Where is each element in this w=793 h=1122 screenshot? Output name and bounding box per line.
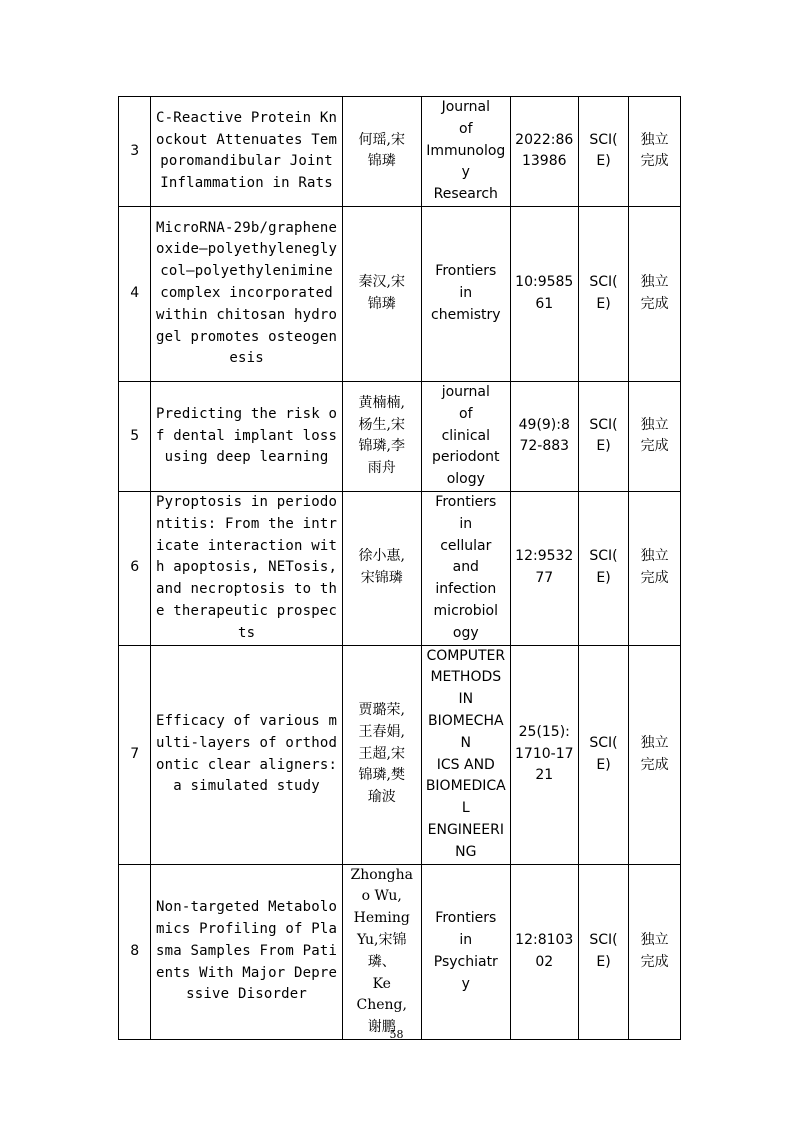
table-row — [119, 206, 681, 381]
volume-pages: 12:8103 02 — [510, 864, 578, 1039]
journal: Frontiers in cellular and infection microbiol ogy — [421, 491, 510, 645]
publication-table — [118, 96, 681, 1040]
paper-title: Efficacy of various multi-layers of orthodontic clear aligners: a simulated study — [151, 645, 342, 864]
index-type: SCI( E) — [578, 381, 629, 491]
completion-status: 独立 完成 — [629, 206, 681, 381]
journal: Frontiers in Psychiatr y — [421, 864, 510, 1039]
table-row — [119, 381, 681, 491]
row-number: 7 — [119, 645, 151, 864]
completion-status: 独立 完成 — [629, 97, 681, 207]
row-number: 8 — [119, 864, 151, 1039]
row-number: 5 — [119, 381, 151, 491]
row-number: 4 — [119, 206, 151, 381]
volume-pages: 10:9585 61 — [510, 206, 578, 381]
index-type: SCI( E) — [578, 645, 629, 864]
page-number: 58 — [389, 1028, 404, 1041]
paper-title: Pyroptosis in periodontitis: From the intricate interaction with apoptosis, NETosis, and necroptosis to the therapeutic prospects — [151, 491, 342, 645]
index-type: SCI( E) — [578, 97, 629, 207]
completion-status: 独立 完成 — [629, 491, 681, 645]
authors: 徐小惠, 宋锦璘 — [342, 491, 421, 645]
authors: 黄楠楠, 杨生,宋 锦璘,李 雨舟 — [342, 381, 421, 491]
authors: 秦汉,宋 锦璘 — [342, 206, 421, 381]
row-number: 6 — [119, 491, 151, 645]
volume-pages: 49(9):8 72-883 — [510, 381, 578, 491]
journal: Frontiers in chemistry — [421, 206, 510, 381]
index-type: SCI( E) — [578, 864, 629, 1039]
volume-pages: 12:9532 77 — [510, 491, 578, 645]
table-row — [119, 491, 681, 645]
paper-title: Predicting the risk of dental implant loss using deep learning — [151, 381, 342, 491]
journal: Journal of Immunolog y Research — [421, 97, 510, 207]
table-row — [119, 645, 681, 864]
authors: Zhongha o Wu, Heming Yu,宋锦 璘、 Ke Cheng, 谢鹏 — [342, 864, 421, 1039]
index-type: SCI( E) — [578, 206, 629, 381]
completion-status: 独立 完成 — [629, 645, 681, 864]
completion-status: 独立 完成 — [629, 864, 681, 1039]
volume-pages: 25(15): 1710-17 21 — [510, 645, 578, 864]
paper-title: C-Reactive Protein Knockout Attenuates Temporomandibular Joint Inflammation in Rats — [151, 97, 342, 207]
paper-title: Non-targeted Metabolomics Profiling of Plasma Samples From Patients With Major Depressive Disorder — [151, 864, 342, 1039]
paper-title: MicroRNA-29b/graphene oxide–polyethyleneglycol–polyethylenimine complex incorporated within chitosan hydrogel promotes osteogenesis — [151, 206, 342, 381]
volume-pages: 2022:86 13986 — [510, 97, 578, 207]
row-number: 3 — [119, 97, 151, 207]
completion-status: 独立 完成 — [629, 381, 681, 491]
authors: 何瑶,宋 锦璘 — [342, 97, 421, 207]
table-row — [119, 864, 681, 1039]
index-type: SCI( E) — [578, 491, 629, 645]
journal: journal of clinical periodont ology — [421, 381, 510, 491]
table-row — [119, 97, 681, 207]
authors: 贾璐荣, 王春娟, 王超,宋 锦璘,樊 瑜波 — [342, 645, 421, 864]
journal: COMPUTER METHODS IN BIOMECHAN ICS AND BIOMEDICA L ENGINEERI NG — [421, 645, 510, 864]
